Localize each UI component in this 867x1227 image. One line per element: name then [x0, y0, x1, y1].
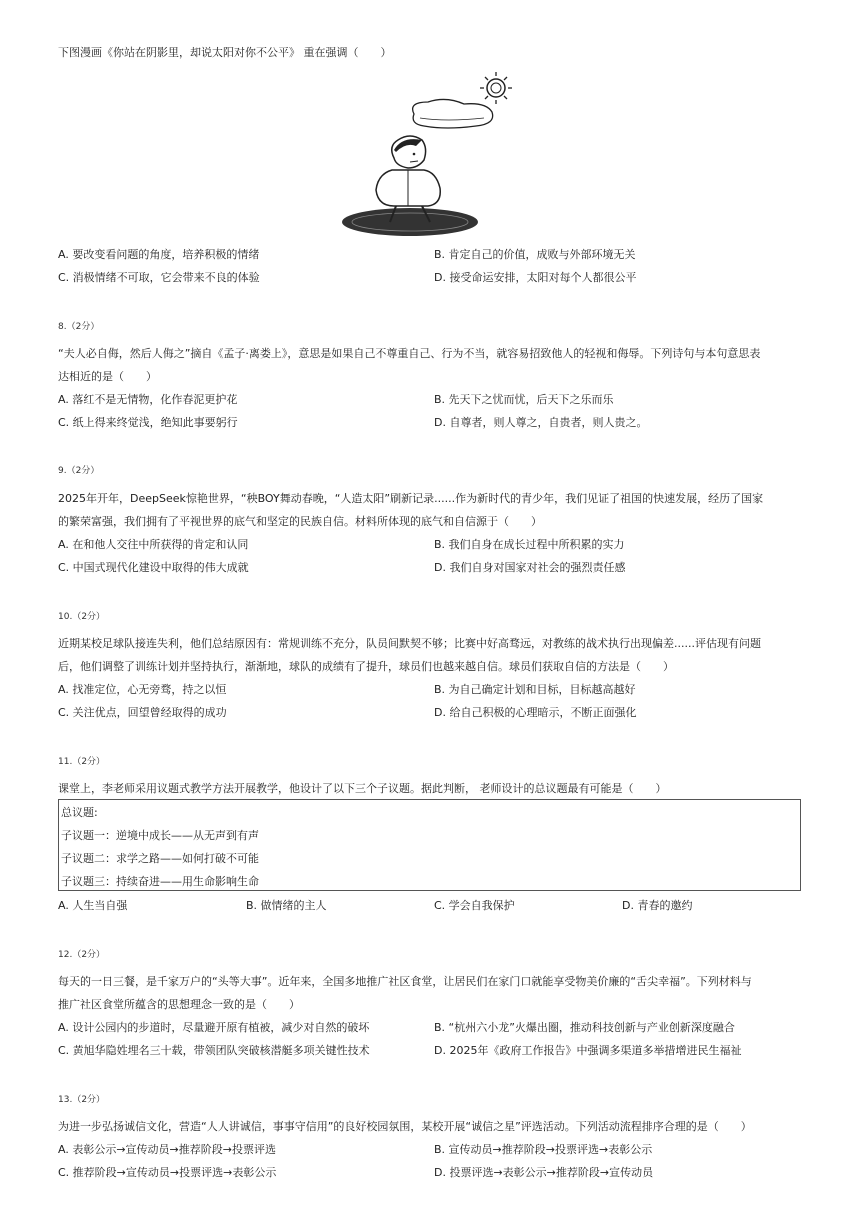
q10-option-b[interactable]: B. 为自己确定计划和目标，目标越高越好: [434, 683, 636, 696]
q7-option-c[interactable]: C. 消极情绪不可取，它会带来不良的体验: [58, 271, 260, 284]
box-line-main-topic: 总议题:: [61, 806, 98, 819]
q11-option-c[interactable]: C. 学会自我保护: [434, 899, 515, 912]
question-11-number: 11.（2分）: [58, 757, 106, 767]
cartoon-illustration: [336, 66, 526, 242]
q7-option-d[interactable]: D. 接受命运安排，太阳对每个人都很公平: [434, 271, 637, 284]
q11-option-a[interactable]: A. 人生当自强: [58, 899, 128, 912]
q7-option-a[interactable]: A. 要改变看问题的角度，培养积极的情绪: [58, 248, 260, 261]
q13-option-b[interactable]: B. 宣传动员→推荐阶段→投票评选→表彰公示: [434, 1143, 653, 1156]
question-13-number: 13.（2分）: [58, 1095, 106, 1105]
question-12-number: 12.（2分）: [58, 950, 106, 960]
q13-option-d[interactable]: D. 投票评选→表彰公示→推荐阶段→宣传动员: [434, 1166, 654, 1179]
question-8-stem-line1: “夫人必自侮，然后人侮之”摘自《孟子·离娄上》，意思是如果自己不尊重自己、行为不当，就容易招致他人的轻视和侮辱。下列诗句与本句意思表: [58, 347, 761, 360]
question-9-stem-line2: 的繁荣富强，我们拥有了平视世界的底气和坚定的民族自信。材料所体现的底气和自信源于（ ）: [58, 515, 542, 528]
q13-option-a[interactable]: A. 表彰公示→宣传动员→推荐阶段→投票评选: [58, 1143, 276, 1156]
q12-option-b[interactable]: B. “杭州六小龙”火爆出圈，推动科技创新与产业创新深度融合: [434, 1021, 735, 1034]
sub-topic-box: [58, 799, 801, 891]
question-8-stem-line2: 达相近的是（ ）: [58, 370, 157, 383]
question-8-number: 8.（2分）: [58, 322, 100, 332]
question-10-stem-line1: 近期某校足球队接连失利，他们总结原因有：常规训练不充分，队员间默契不够；比赛中好高骛远，对教练的战术执行出现偏差......评估现有问题: [58, 637, 761, 650]
q13-option-c[interactable]: C. 推荐阶段→宣传动员→投票评选→表彰公示: [58, 1166, 277, 1179]
question-10-stem-line2: 后，他们调整了训练计划并坚持执行，渐渐地，球队的成绩有了提升，球员们也越来越自信。球员们获取自信的方法是（ ）: [58, 660, 674, 673]
q12-option-a[interactable]: A. 设计公园内的步道时，尽量避开原有植被，减少对自然的破坏: [58, 1021, 370, 1034]
q7-option-b[interactable]: B. 肯定自己的价值，成败与外部环境无关: [434, 248, 636, 261]
question-12-stem-line2: 推广社区食堂所蕴含的思想理念一致的是（ ）: [58, 998, 300, 1011]
question-7-stem: 下图漫画《你站在阴影里，却说太阳对你不公平》 重在强调（ ）: [58, 46, 392, 59]
q12-option-d[interactable]: D. 2025年《政府工作报告》中强调多渠道多举措增进民生福祉: [434, 1044, 742, 1057]
q10-option-c[interactable]: C. 关注优点，回望曾经取得的成功: [58, 706, 227, 719]
q9-option-d[interactable]: D. 我们自身对国家对社会的强烈责任感: [434, 561, 626, 574]
q9-option-c[interactable]: C. 中国式现代化建设中取得的伟大成就: [58, 561, 249, 574]
q8-option-d[interactable]: D. 自尊者，则人尊之，自贵者，则人贵之。: [434, 416, 648, 429]
q11-option-b[interactable]: B. 做情绪的主人: [246, 899, 327, 912]
box-line-subtopic-2: 子议题二：求学之路——如何打破不可能: [61, 852, 259, 865]
box-line-subtopic-3: 子议题三：持续奋进——用生命影响生命: [61, 875, 259, 888]
question-12-stem-line1: 每天的一日三餐，是千家万户的“头等大事”。近年来，全国多地推广社区食堂，让居民们在家门口就能享受物美价廉的“舌尖幸福”。下列材料与: [58, 975, 752, 988]
question-9-stem-line1: 2025年开年，DeepSeek惊艳世界，“秧BOY舞动春晚，“人造太阳”刷新记录......作为新时代的青少年，我们见证了祖国的快速发展，经历了国家: [58, 492, 764, 505]
q12-option-c[interactable]: C. 黄旭华隐姓埋名三十载，带领团队突破核潜艇多项关键性技术: [58, 1044, 370, 1057]
question-10-number: 10.（2分）: [58, 612, 106, 622]
q9-option-a[interactable]: A. 在和他人交往中所获得的肯定和认同: [58, 538, 249, 551]
q8-option-a[interactable]: A. 落红不是无情物，化作春泥更护花: [58, 393, 238, 406]
q9-option-b[interactable]: B. 我们自身在成长过程中所积累的实力: [434, 538, 625, 551]
q11-option-d[interactable]: D. 青春的邀约: [622, 899, 693, 912]
box-line-subtopic-1: 子议题一：逆境中成长——从无声到有声: [61, 829, 259, 842]
q10-option-d[interactable]: D. 给自己积极的心理暗示，不断正面强化: [434, 706, 637, 719]
q8-option-b[interactable]: B. 先天下之忧而忧，后天下之乐而乐: [434, 393, 614, 406]
q10-option-a[interactable]: A. 找准定位，心无旁骛，持之以恒: [58, 683, 227, 696]
q8-option-c[interactable]: C. 纸上得来终觉浅，绝知此事要躬行: [58, 416, 238, 429]
question-13-stem: 为进一步弘扬诚信文化，营造“人人讲诚信，事事守信用”的良好校园氛围，某校开展“诚信之星”评选活动。下列活动流程排序合理的是（ ）: [58, 1120, 752, 1133]
question-9-number: 9.（2分）: [58, 466, 100, 476]
question-11-stem: 课堂上，李老师采用议题式教学方法开展教学，他设计了以下三个子议题。据此判断， 老师设计的总议题最有可能是（ ）: [58, 782, 667, 795]
